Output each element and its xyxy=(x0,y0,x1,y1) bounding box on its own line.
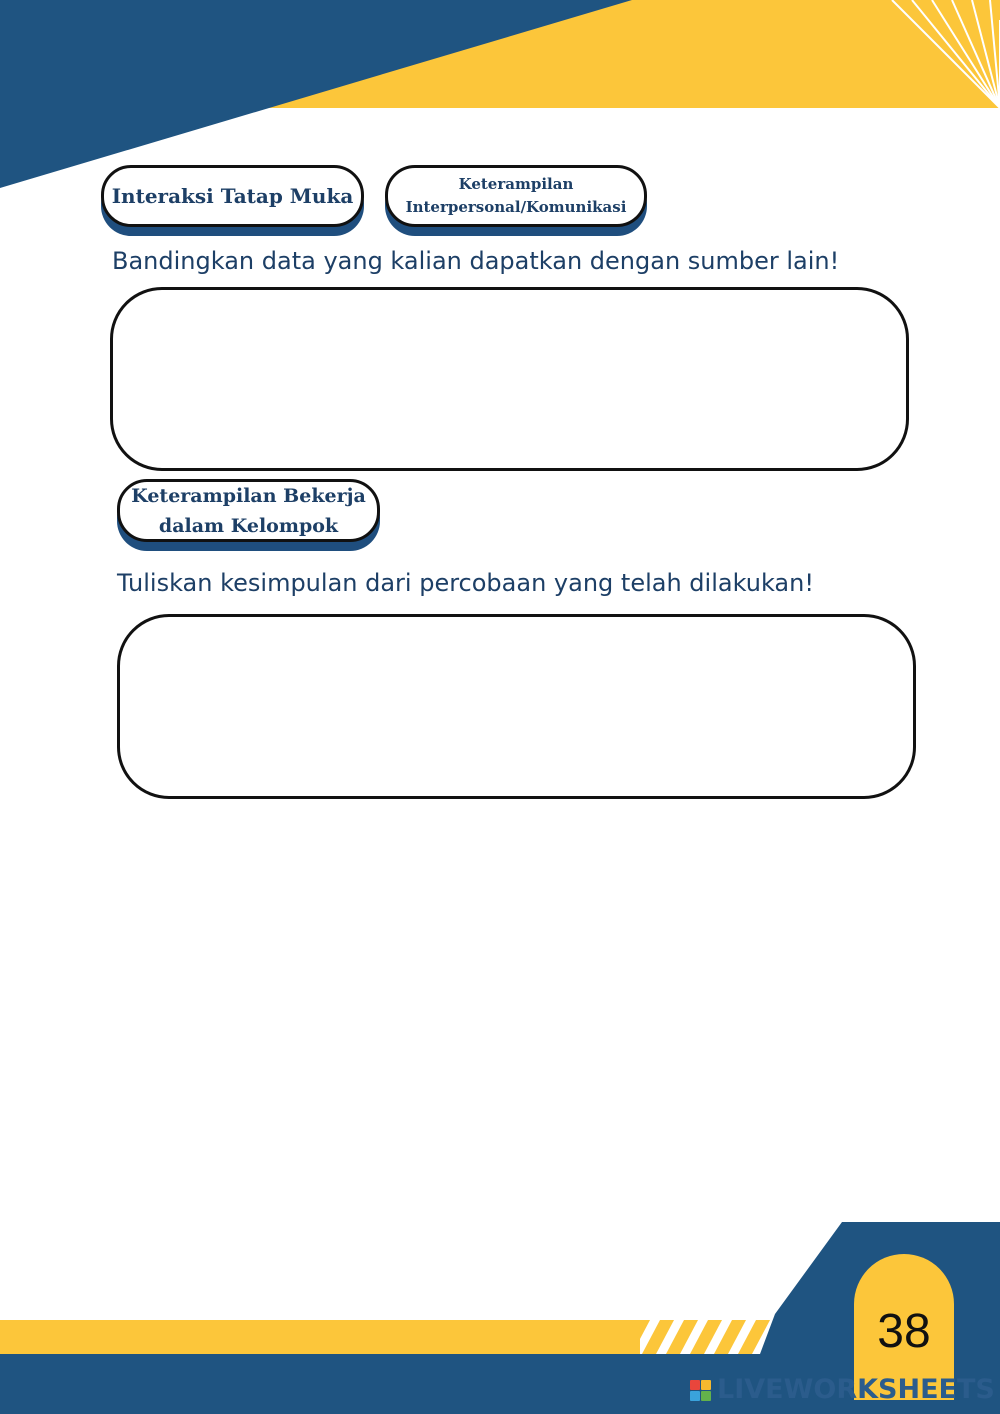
tag-group-work-label: Keterampilan Bekerja dalam Kelompok xyxy=(131,484,366,537)
tag-group-work-skills xyxy=(117,479,380,542)
tag-interpersonal-skills xyxy=(385,165,647,227)
bottom-hazard-stripes xyxy=(618,1320,770,1354)
tag-face-to-face-interaction xyxy=(101,165,364,227)
bottom-yellow-strip xyxy=(0,1320,640,1354)
tag-face-to-face-label: Interaksi Tatap Muka xyxy=(111,184,354,208)
compare-answer-box[interactable] xyxy=(110,287,909,471)
page-number-badge: 38 xyxy=(854,1254,954,1400)
liveworksheets-watermark-text: LIVEWORKSHEETS xyxy=(717,1374,995,1405)
conclusion-answer-box[interactable] xyxy=(117,614,916,799)
liveworksheets-logo-icon xyxy=(690,1380,711,1401)
liveworksheets-watermark xyxy=(690,1374,995,1406)
conclusion-prompt: Tuliskan kesimpulan dari percobaan yang telah dilakukan! xyxy=(117,569,814,597)
tag-interpersonal-label: Keterampilan Interpersonal/Komunikasi xyxy=(405,175,627,216)
compare-data-prompt: Bandingkan data yang kalian dapatkan dengan sumber lain! xyxy=(112,247,840,275)
